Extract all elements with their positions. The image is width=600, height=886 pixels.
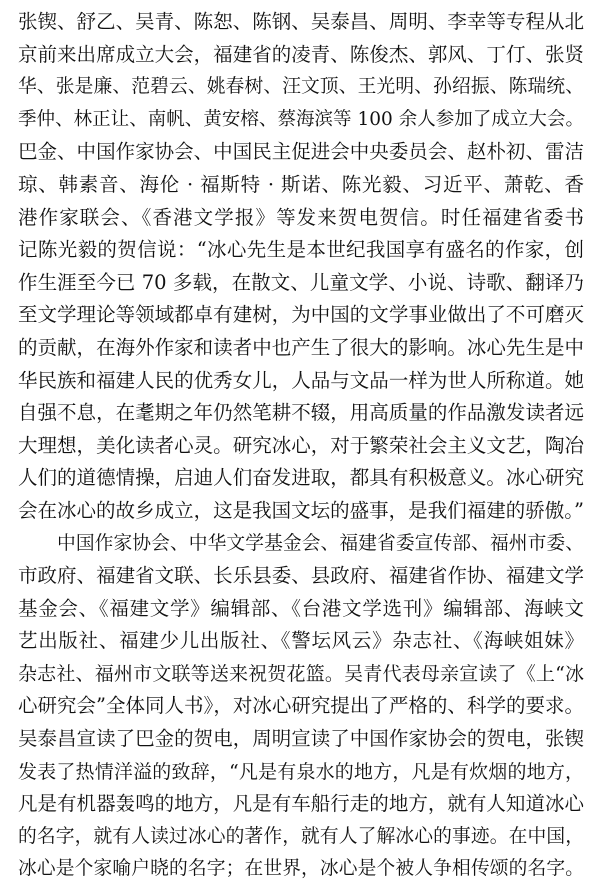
paragraph-2 (18, 528, 584, 886)
text-line: 季仲、林正让、南帆、黄安榕、蔡海滨等 100 余人参加了成立大会。 (18, 104, 584, 137)
text-line: 华、张是廉、范碧云、姚春树、汪文顶、王光明、孙绍振、陈瑞统、 (18, 71, 584, 104)
text-line: 基金会、《福建文学》编辑部、《台港文学选刊》编辑部、海峡文 (18, 593, 584, 626)
text-line: 发表了热情洋溢的致辞，“凡是有泉水的地方，凡是有炊烟的地方， (18, 756, 584, 789)
text-line: 凡是有机器轰鸣的地方，凡是有车船行走的地方，就有人知道冰心 (18, 788, 584, 821)
text-line: 艺出版社、福建少儿出版社、《警坛风云》杂志社、《海峡姐妹》 (18, 625, 584, 658)
text-line: 张锲、舒乙、吴青、陈恕、陈钢、吴泰昌、周明、李幸等专程从北 (18, 6, 584, 39)
text-line: 的贡献，在海外作家和读者中也产生了很大的影响。冰心先生是中 (18, 332, 584, 365)
text-line: 市政府、福建省文联、长乐县委、县政府、福建省作协、福建文学 (18, 560, 584, 593)
text-line: 琼、韩素音、海伦 · 福斯特 · 斯诺、陈光毅、习近平、萧乾、香 (18, 169, 584, 202)
text-line: 中国作家协会、中华文学基金会、福建省委宣传部、福州市委、 (18, 528, 584, 561)
text-line: 吴泰昌宣读了巴金的贺电，周明宣读了中国作家协会的贺电，张锲 (18, 723, 584, 756)
text-line: 冰心是个家喻户晓的名字；在世界，冰心是个被人争相传颂的名字。 (18, 853, 584, 886)
text-line: 作生涯至今已 70 多载，在散文、儿童文学、小说、诗歌、翻译乃 (18, 267, 584, 300)
text-line: 会在冰心的故乡成立，这是我国文坛的盛事，是我们福建的骄傲。” (18, 495, 584, 528)
text-line: 的名字，就有人读过冰心的著作，就有人了解冰心的事迹。在中国， (18, 821, 584, 854)
text-line: 人们的道德情操，启迪人们奋发进取，都具有积极意义。冰心研究 (18, 462, 584, 495)
text-line: 记陈光毅的贺信说：“冰心先生是本世纪我国享有盛名的作家，创 (18, 234, 584, 267)
text-line: 巴金、中国作家协会、中国民主促进会中央委员会、赵朴初、雷洁 (18, 136, 584, 169)
text-line: 至文学理论等领域都卓有建树，为中国的文学事业做出了不可磨灭 (18, 299, 584, 332)
text-line: 自强不息，在耄期之年仍然笔耕不辍，用高质量的作品激发读者远 (18, 397, 584, 430)
text-line: 京前来出席成立大会，福建省的凌青、陈俊杰、郭风、丁仃、张贤 (18, 39, 584, 72)
document-page (18, 6, 584, 886)
text-line: 港作家联会、《香港文学报》等发来贺电贺信。时任福建省委书 (18, 202, 584, 235)
paragraph-1 (18, 6, 584, 528)
text-line: 杂志社、福州市文联等送来祝贺花篮。吴青代表母亲宣读了《上“冰 (18, 658, 584, 691)
text-line: 华民族和福建人民的优秀女儿，人品与文品一样为世人所称道。她 (18, 365, 584, 398)
text-line: 心研究会”全体同人书》，对冰心研究提出了严格的、科学的要求。 (18, 690, 584, 723)
text-line: 大理想，美化读者心灵。研究冰心，对于繁荣社会主义文艺，陶冶 (18, 430, 584, 463)
